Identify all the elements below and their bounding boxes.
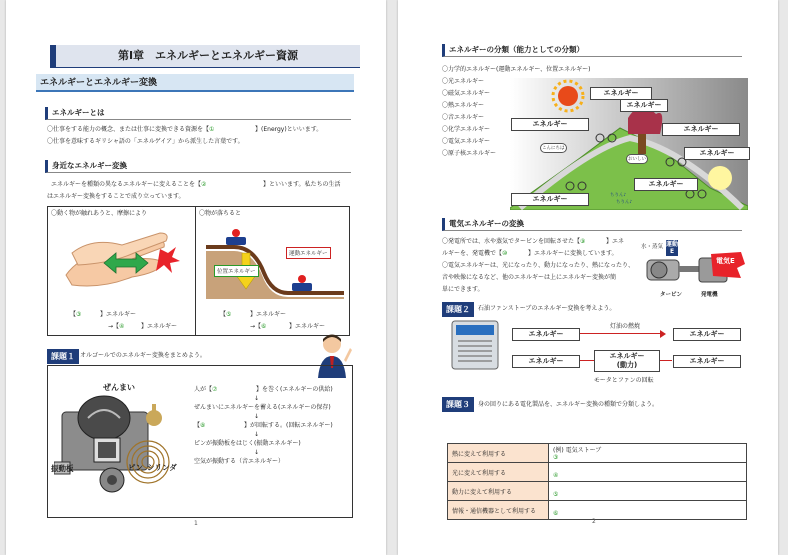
table-row xyxy=(448,501,747,520)
music-box-illustration xyxy=(54,378,188,508)
table-category: 情報・通信機器として利用する xyxy=(448,501,549,520)
table-answer: ⑤ xyxy=(549,482,747,501)
heading-familiar-conversion: 身近なエネルギー変換 xyxy=(45,160,351,173)
type-item: 〇原子核エネルギー xyxy=(442,150,497,157)
task2-fan-caption: モータとファンの回転 xyxy=(594,377,654,384)
conversion-line2: はエネルギー変換をすることで成り立っています。 xyxy=(47,193,185,200)
friction-blank-b: →【④ 】エネルギー xyxy=(108,323,178,330)
task1-arrow4: ↓ xyxy=(254,449,260,456)
friction-caption: 〇動く物が触れあうと、摩擦により xyxy=(51,210,148,217)
section-title: エネルギーとエネルギー変換 xyxy=(36,74,354,92)
label-motion-e: 運動E xyxy=(666,241,679,255)
chapter-title: 第Ⅰ章 エネルギーとエネルギー資源 xyxy=(50,45,360,68)
falling-blank-a: 【⑤ 】エネルギー xyxy=(220,311,287,318)
energy-definition-line2: 〇仕事を意味するギリシャ語の「エネルゲイア」から派生した言葉です。 xyxy=(47,138,244,145)
type-item: 〇力学的エネルギー(運動エネルギー、位置エネルギー) xyxy=(442,66,591,73)
task1-text: オルゴールでのエネルギー変換をまとめよう。 xyxy=(80,352,206,359)
electric-line5: 単にできます。 xyxy=(442,286,484,293)
part-vibrating-plate: 振動板 xyxy=(51,464,74,473)
page-number-2: 2 xyxy=(592,518,596,525)
task2-box-bottom-right: エネルギー xyxy=(673,355,741,368)
friction-panel xyxy=(47,206,196,336)
task2-arrow-top xyxy=(580,333,664,334)
electric-line2: ルギーを、発電機で【⑩ 】エネルギーに変換しています。 xyxy=(442,250,618,257)
task2-arrow-bottom-1 xyxy=(580,360,594,361)
task1-step4: ピンが振動板をはじく(振動エネルギー) xyxy=(194,440,301,447)
energy-box: エネルギー xyxy=(634,178,698,191)
heading-energy-types: エネルギーの分類（能力としての分類） xyxy=(442,44,742,57)
label-generator: 発電機 xyxy=(701,292,718,298)
task2-arrow-bottom-2 xyxy=(660,360,672,361)
kinetic-energy-label: 運動エネルギー xyxy=(286,247,331,259)
page-2 xyxy=(398,0,778,555)
part-cylinder: シリンダ xyxy=(147,463,177,472)
conversion-line1: エネルギーを種類の異なるエネルギーに変えることを【② 】といいます。私たちの生活 xyxy=(51,181,341,188)
friction-blank-a: 【③ 】エネルギー xyxy=(70,311,137,318)
type-item: 〇音エネルギー xyxy=(442,114,485,121)
table-category: 熱に変えて利用する xyxy=(448,444,549,463)
falling-panel xyxy=(195,206,350,336)
task2-arrowhead-top xyxy=(660,330,666,338)
table-answer: (例) 電気ストーブ ③ xyxy=(549,444,747,463)
task2-box-bottom-left: エネルギー xyxy=(512,355,580,368)
task1-label: 課題１ xyxy=(47,349,79,364)
table-row xyxy=(448,482,747,501)
electric-line1: 〇発電所では、水や蒸気でタービンを回転させた【⑨ 】エネ xyxy=(442,238,625,245)
task1-box xyxy=(47,365,353,518)
task2-kerosene-label: 灯油の燃焼 xyxy=(610,323,641,330)
energy-box: エネルギー xyxy=(684,147,750,160)
task2-box-top-right: エネルギー xyxy=(673,328,741,341)
falling-caption: 〇物が落ちると xyxy=(199,210,242,217)
turbine-generator-diagram xyxy=(641,246,747,292)
page-1 xyxy=(6,0,386,555)
table-category: 動力に変えて利用する xyxy=(448,482,549,501)
oil-fan-heater-icon xyxy=(450,319,500,371)
task1-step1: 人が【⑦ 】を巻く(エネルギーの供給) xyxy=(194,386,333,393)
energy-box: エネルギー xyxy=(511,118,589,131)
task2-box-top-left: エネルギー xyxy=(512,328,580,341)
electric-line4: 音や映像になるなど、他のエネルギーは上にエネルギー変換が簡 xyxy=(442,274,617,281)
task1-arrow3: ↓ xyxy=(254,431,260,438)
energy-box: エネルギー xyxy=(620,99,668,112)
part-pin: ピン xyxy=(128,463,143,472)
type-item: 〇熱エネルギー xyxy=(442,102,485,109)
position-energy-label: 位置エネルギー xyxy=(214,265,259,277)
heading-what-is-energy: エネルギーとは xyxy=(45,107,351,120)
task2-box-middle: エネルギー (動力) xyxy=(594,350,660,372)
type-item: 〇光エネルギー xyxy=(442,78,485,85)
type-item: 〇化学エネルギー xyxy=(442,126,491,133)
task1-arrow2: ↓ xyxy=(254,413,260,420)
task3-table xyxy=(447,443,747,520)
type-item: 〇電気エネルギー xyxy=(442,138,491,145)
label-electric-e: 電気E xyxy=(716,257,735,265)
rubbing-hands-illustration xyxy=(62,223,180,293)
energy-box: エネルギー xyxy=(662,123,740,136)
label-water-steam: 水・蒸気 xyxy=(641,244,664,250)
table-category: 光に変えて利用する xyxy=(448,463,549,482)
bubble-chirp: ちりん♪ xyxy=(610,193,627,198)
table-answer: ⑥ xyxy=(549,501,747,520)
heading-electric-conversion: 電気エネルギーの変換 xyxy=(442,218,742,231)
table-row xyxy=(448,444,747,463)
bubble-chirp: ちりん♪ xyxy=(616,200,633,205)
bubble-hello: こんにちは xyxy=(540,143,567,153)
energy-definition-line1: 〇仕事をする能力の概念、または仕事に変換できる資源を【① 】(Energy)といいます。 xyxy=(47,126,323,133)
task1-step3: 【⑧ 】が回転する。(回転エネルギー) xyxy=(194,422,333,429)
task2-text: 石油ファンストーブのエネルギー変換を考えよう。 xyxy=(478,305,616,312)
table-row xyxy=(448,463,747,482)
page-number-1: 1 xyxy=(194,520,198,527)
type-item: 〇磁気エネルギー xyxy=(442,90,491,97)
energy-box: エネルギー xyxy=(511,193,589,206)
task2-label: 課題２ xyxy=(442,302,474,317)
task3-label: 課題３ xyxy=(442,397,474,412)
task1-arrow1: ↓ xyxy=(254,395,260,402)
electric-line3: 〇電気エネルギーは、光になったり、動力になったり、熱になったり、 xyxy=(442,262,635,269)
task1-step2: ぜんまいにエネルギーを蓄える(エネルギーの保存) xyxy=(194,404,331,411)
task1-step5: 空気が振動する（音エネルギー） xyxy=(194,458,285,465)
table-answer: ④ xyxy=(549,463,747,482)
energy-box: エネルギー xyxy=(590,87,652,100)
label-turbine: タービン xyxy=(660,292,683,298)
part-spring: ぜんまい xyxy=(103,383,135,392)
task3-text: 身の回りにある電化製品を、エネルギー変換の種類で分類しよう。 xyxy=(478,401,659,408)
roller-coaster-illustration xyxy=(206,223,344,299)
falling-blank-b: →【⑥ 】エネルギー xyxy=(250,323,326,330)
bubble-delicious: おいしい xyxy=(626,154,648,164)
